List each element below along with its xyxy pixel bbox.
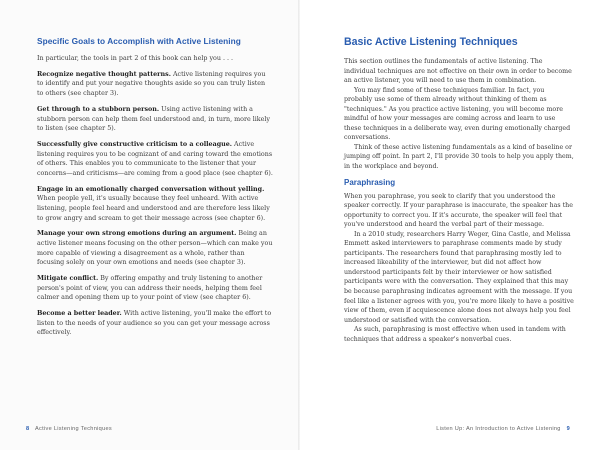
goal-item-text: Using active listening with a stubborn person can help them feel understood and, in turn, more likely to listen (see chapter 5).	[37, 105, 271, 133]
goal-item-text: Active listening requires you to identify and put your negative thoughts aside so you can truly listen to others (see chapter 3).	[37, 70, 266, 98]
body-paragraph: This section outlines the fundamentals of active listening. The individual techniques are not effective on their own in order to become an active listener, you will need to use them in combination.	[344, 58, 572, 85]
right-page-content	[344, 35, 574, 344]
section-title: Basic Active Listening Techniques	[344, 36, 518, 48]
goal-item-title: Successfully give constructive criticism to a colleague.	[37, 141, 232, 149]
goal-item-title: Manage your own strong emotions during an argument.	[37, 230, 237, 238]
running-head: Active Listening Techniques	[34, 426, 112, 432]
left-page-heading: Specific Goals to Accomplish with Active Listening	[37, 36, 241, 46]
body-paragraph: When you paraphrase, you seek to clarify that you understood the speaker correctly. If your paraphrase is inaccurate, the speaker has the opportunity to correct you. If it's accurate, the speaker will feel that you've understood and heard the verbal part of their message.	[344, 192, 573, 229]
goal-item	[37, 229, 273, 267]
goal-item	[37, 140, 273, 178]
goal-item-text: By offering empathy and truly listening to another person's point of view, you can address their needs, helping them feel calmer and opening them up to your point of view (see chapter 6).	[37, 275, 263, 302]
goal-item-text: When people yell, it's usually because they feel unheard. With active listening, people feel heard and understood and are therefore less likely to grow angry and scream to get their message across (see chapter 6).	[37, 195, 270, 222]
goal-item	[37, 70, 273, 99]
goal-item-text: Being an active listener means focusing on the other person—which can make you more capable of viewing a disagreement as a whole, rather than focusing solely on your own emotions and needs (see chapter 3).	[37, 230, 273, 267]
right-page-folio	[436, 426, 574, 432]
goal-item	[37, 105, 273, 134]
goal-item	[37, 185, 273, 223]
goal-item-title: Get through to a stubborn person.	[37, 105, 160, 113]
goal-item-text: Active listening requires you to be cognizant of and caring toward the emotions of others. This enables you to communicate to the listener that your concerns—and criticisms—are coming from a good place (see chapter 6).	[37, 141, 273, 177]
running-head: Listen Up: An Introduction to Active Listening	[436, 426, 561, 432]
right-page	[300, 0, 600, 450]
body-paragraph: Think of these active listening fundamentals as a kind of baseline or jumping off point. In part 2, I'll provide 30 tools to help you apply them, in the workplace and beyond.	[344, 143, 574, 171]
left-page-intro: In particular, the tools in part 2 of this book can help you . . .	[37, 55, 234, 62]
goal-item-text: With active listening, you'll make the effort to listen to the needs of your audience so you can get your message across effectively.	[37, 310, 272, 337]
goal-item-title: Recognize negative thought patterns.	[37, 70, 171, 78]
body-paragraph: As such, paraphrasing is most effective when used in tandem with techniques that address a speaker's nonverbal cues.	[344, 326, 566, 343]
goal-item-title: Become a better leader.	[37, 310, 122, 318]
goal-item-title: Engage in an emotionally charged conversation without yelling.	[37, 185, 265, 193]
page-number: 9	[566, 426, 570, 432]
body-paragraph: In a 2010 study, researchers Harry Weger, Gina Castle, and Melissa Emmett asked interviewers to paraphrase comments made by study participants. The researchers found that paraphrasing mostly led to increased likeability of the interviewer, but did not affect how understood participants felt by their interviewer or how satisfied participants were with the conversation. They explained that this may be because paraphrasing indicates agreement with the message. If you feel like a listener agrees with you, you're more likely to have a positive view of them, even if acquiescence alone does not always help you feel understood or satisfied with the conversation.	[344, 230, 574, 324]
left-page-content	[37, 36, 273, 344]
goal-item-title: Mitigate conflict.	[37, 275, 99, 283]
goal-item	[37, 274, 273, 303]
body-paragraph: You may find some of these techniques familiar. In fact, you probably use some of them already without thinking of them as "techniques." As you practice active listening, you will become more mindful of how your messages are coming across and learn to use these techniques in a deliberate way, even during emotionally charged conversations.	[344, 86, 571, 142]
page-number: 8	[26, 426, 30, 432]
goal-item	[37, 309, 273, 338]
left-page-folio	[22, 426, 112, 432]
subsection-title: Paraphrasing	[344, 177, 396, 187]
goal-list	[37, 70, 273, 338]
